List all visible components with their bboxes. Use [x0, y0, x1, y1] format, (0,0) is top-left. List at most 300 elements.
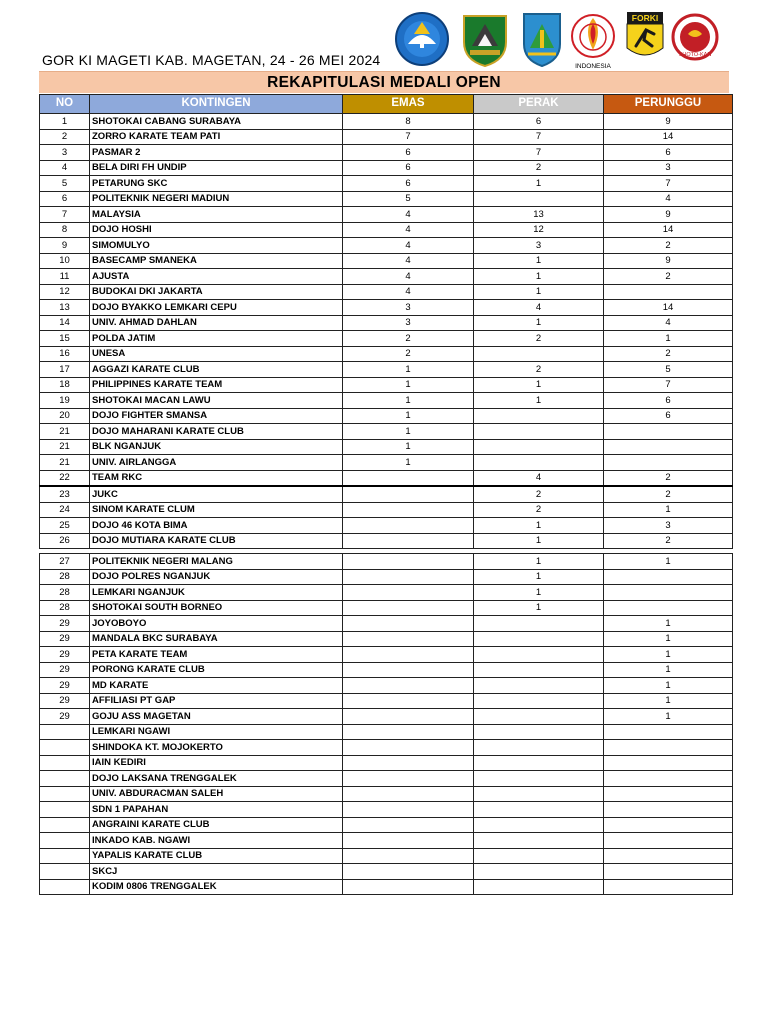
row-perak-cell	[474, 879, 604, 895]
row-no-cell: 29	[40, 631, 90, 647]
row-emas-cell	[343, 802, 474, 818]
row-kontingen-cell: PORONG KARATE CLUB	[90, 662, 343, 678]
table-row	[40, 585, 733, 601]
row-perak-cell	[474, 346, 604, 362]
row-kontingen-cell: SDN 1 PAPAHAN	[90, 802, 343, 818]
table-row	[40, 486, 733, 502]
row-emas-cell	[343, 678, 474, 694]
row-emas-cell: 1	[343, 424, 474, 440]
row-perunggu-cell: 14	[604, 300, 733, 316]
row-kontingen-cell: IAIN KEDIRI	[90, 755, 343, 771]
table-row	[40, 709, 733, 725]
row-no-cell: 21	[40, 424, 90, 440]
row-perunggu-cell	[604, 879, 733, 895]
row-perak-cell: 4	[474, 300, 604, 316]
row-perak-cell: 1	[474, 269, 604, 285]
row-perak-cell: 1	[474, 315, 604, 331]
row-no-cell	[40, 879, 90, 895]
row-perak-cell: 1	[474, 393, 604, 409]
venue-date-text: GOR KI MAGETI KAB. MAGETAN, 24 - 26 MEI 2024	[42, 52, 381, 68]
row-emas-cell	[343, 817, 474, 833]
table-row	[40, 191, 733, 207]
row-emas-cell	[343, 848, 474, 864]
row-kontingen-cell: DOJO LAKSANA TRENGGALEK	[90, 771, 343, 787]
row-no-cell: 22	[40, 470, 90, 486]
table-row	[40, 145, 733, 161]
table-row	[40, 455, 733, 471]
row-kontingen-cell: SKCJ	[90, 864, 343, 880]
row-no-cell: 29	[40, 709, 90, 725]
row-no-cell: 29	[40, 647, 90, 663]
row-no-cell: 8	[40, 222, 90, 238]
row-kontingen-cell: AGGAZI KARATE CLUB	[90, 362, 343, 378]
row-perunggu-cell: 1	[604, 502, 733, 518]
row-no-cell	[40, 771, 90, 787]
row-emas-cell	[343, 631, 474, 647]
forki-logo-text: FORKI	[631, 13, 659, 23]
row-perunggu-cell: 2	[604, 346, 733, 362]
row-perunggu-cell: 1	[604, 709, 733, 725]
row-perunggu-cell: 2	[604, 238, 733, 254]
row-kontingen-cell: UNIV. AHMAD DAHLAN	[90, 315, 343, 331]
row-perak-cell: 1	[474, 176, 604, 192]
row-no-cell: 21	[40, 439, 90, 455]
row-kontingen-cell: BELA DIRI FH UNDIP	[90, 160, 343, 176]
row-no-cell: 10	[40, 253, 90, 269]
table-row	[40, 616, 733, 632]
row-kontingen-cell: POLDA JATIM	[90, 331, 343, 347]
table-row	[40, 160, 733, 176]
row-kontingen-cell: PHILIPPINES KARATE TEAM	[90, 377, 343, 393]
row-kontingen-cell: PASMAR 2	[90, 145, 343, 161]
row-emas-cell	[343, 554, 474, 570]
row-no-cell: 14	[40, 315, 90, 331]
row-kontingen-cell: LEMKARI NGANJUK	[90, 585, 343, 601]
row-perak-cell	[474, 616, 604, 632]
row-emas-cell: 1	[343, 455, 474, 471]
row-kontingen-cell: SHOTOKAI SOUTH BORNEO	[90, 600, 343, 616]
row-no-cell: 7	[40, 207, 90, 223]
row-perak-cell	[474, 724, 604, 740]
row-emas-cell	[343, 600, 474, 616]
row-kontingen-cell: BUDOKAI DKI JAKARTA	[90, 284, 343, 300]
row-no-cell: 2	[40, 129, 90, 145]
row-kontingen-cell: MD KARATE	[90, 678, 343, 694]
forki-logo	[626, 10, 664, 62]
row-emas-cell: 6	[343, 176, 474, 192]
row-emas-cell: 4	[343, 269, 474, 285]
table-row	[40, 554, 733, 570]
row-emas-cell	[343, 833, 474, 849]
column-header-emas: EMAS	[343, 95, 474, 114]
row-perunggu-cell	[604, 740, 733, 756]
row-emas-cell	[343, 518, 474, 534]
table-row	[40, 802, 733, 818]
row-emas-cell: 5	[343, 191, 474, 207]
table-row	[40, 362, 733, 378]
table-header-row	[40, 95, 733, 114]
row-no-cell: 29	[40, 616, 90, 632]
row-perunggu-cell: 3	[604, 160, 733, 176]
row-emas-cell	[343, 585, 474, 601]
row-kontingen-cell: POLITEKNIK NEGERI MALANG	[90, 554, 343, 570]
row-perak-cell	[474, 709, 604, 725]
row-perak-cell: 2	[474, 362, 604, 378]
row-kontingen-cell: SINOM KARATE CLUM	[90, 502, 343, 518]
row-perunggu-cell	[604, 755, 733, 771]
row-perunggu-cell: 14	[604, 222, 733, 238]
row-no-cell: 28	[40, 600, 90, 616]
row-perak-cell: 13	[474, 207, 604, 223]
row-perak-cell: 1	[474, 253, 604, 269]
row-perak-cell	[474, 631, 604, 647]
row-emas-cell	[343, 724, 474, 740]
row-emas-cell: 4	[343, 253, 474, 269]
table-row	[40, 848, 733, 864]
table-row	[40, 331, 733, 347]
row-kontingen-cell: JUKC	[90, 486, 343, 502]
row-perunggu-cell: 2	[604, 486, 733, 502]
table-row	[40, 393, 733, 409]
table-row	[40, 755, 733, 771]
row-kontingen-cell: PETARUNG SKC	[90, 176, 343, 192]
row-emas-cell: 3	[343, 315, 474, 331]
table-row	[40, 502, 733, 518]
row-kontingen-cell: BASECAMP SMANEKA	[90, 253, 343, 269]
koni-indonesia-logo	[568, 10, 618, 72]
tut-wuri-handayani-logo	[394, 10, 450, 68]
title-bar	[39, 71, 729, 93]
table-row	[40, 693, 733, 709]
row-kontingen-cell: LEMKARI NGAWI	[90, 724, 343, 740]
row-no-cell: 20	[40, 408, 90, 424]
medal-table-main	[39, 94, 733, 549]
row-perak-cell	[474, 786, 604, 802]
row-emas-cell	[343, 755, 474, 771]
row-emas-cell	[343, 879, 474, 895]
row-kontingen-cell: UNIV. AIRLANGGA	[90, 455, 343, 471]
row-kontingen-cell: INKADO KAB. NGAWI	[90, 833, 343, 849]
row-no-cell: 15	[40, 331, 90, 347]
column-header-perunggu: PERUNGGU	[604, 95, 733, 114]
row-no-cell: 19	[40, 393, 90, 409]
medal-table-continued	[39, 553, 733, 895]
row-perunggu-cell: 2	[604, 269, 733, 285]
row-perak-cell	[474, 408, 604, 424]
table-row	[40, 253, 733, 269]
row-perak-cell	[474, 678, 604, 694]
shoto-kan-logo-text: SHOTO-KAN	[678, 52, 712, 58]
table-row	[40, 470, 733, 486]
table-row	[40, 864, 733, 880]
table-row	[40, 600, 733, 616]
table-row	[40, 439, 733, 455]
row-perunggu-cell: 1	[604, 662, 733, 678]
table-row	[40, 833, 733, 849]
table-row	[40, 771, 733, 787]
row-perunggu-cell: 1	[604, 647, 733, 663]
east-java-province-crest	[518, 10, 566, 68]
row-perak-cell: 1	[474, 554, 604, 570]
row-emas-cell	[343, 486, 474, 502]
row-emas-cell	[343, 709, 474, 725]
table-row	[40, 533, 733, 549]
row-emas-cell: 4	[343, 222, 474, 238]
row-perunggu-cell: 1	[604, 331, 733, 347]
row-perunggu-cell	[604, 724, 733, 740]
row-kontingen-cell: DOJO 46 KOTA BIMA	[90, 518, 343, 534]
row-no-cell: 26	[40, 533, 90, 549]
row-perunggu-cell: 6	[604, 393, 733, 409]
row-perunggu-cell: 1	[604, 554, 733, 570]
table-row	[40, 207, 733, 223]
table-row	[40, 269, 733, 285]
row-perak-cell: 12	[474, 222, 604, 238]
row-emas-cell	[343, 470, 474, 486]
row-perak-cell	[474, 439, 604, 455]
row-perunggu-cell	[604, 439, 733, 455]
row-emas-cell	[343, 771, 474, 787]
row-kontingen-cell: TEAM RKC	[90, 470, 343, 486]
row-perunggu-cell	[604, 569, 733, 585]
row-emas-cell	[343, 533, 474, 549]
table-row	[40, 129, 733, 145]
row-no-cell: 4	[40, 160, 90, 176]
row-perunggu-cell: 7	[604, 377, 733, 393]
row-no-cell	[40, 864, 90, 880]
table-row	[40, 569, 733, 585]
row-perak-cell	[474, 693, 604, 709]
page-title: REKAPITULASI MEDALI OPEN	[267, 74, 501, 91]
row-perunggu-cell	[604, 833, 733, 849]
row-perunggu-cell	[604, 817, 733, 833]
row-perunggu-cell: 1	[604, 616, 733, 632]
row-perak-cell: 1	[474, 585, 604, 601]
row-perak-cell	[474, 771, 604, 787]
row-no-cell	[40, 786, 90, 802]
table-row	[40, 518, 733, 534]
row-perak-cell: 1	[474, 600, 604, 616]
row-no-cell	[40, 802, 90, 818]
row-no-cell	[40, 817, 90, 833]
table-row	[40, 424, 733, 440]
row-no-cell: 5	[40, 176, 90, 192]
row-emas-cell	[343, 864, 474, 880]
row-perak-cell	[474, 191, 604, 207]
row-perak-cell: 1	[474, 518, 604, 534]
row-perunggu-cell: 7	[604, 176, 733, 192]
row-perunggu-cell	[604, 802, 733, 818]
row-emas-cell: 2	[343, 331, 474, 347]
row-kontingen-cell: DOJO POLRES NGANJUK	[90, 569, 343, 585]
row-kontingen-cell: DOJO MUTIARA KARATE CLUB	[90, 533, 343, 549]
table-row	[40, 631, 733, 647]
column-header-perak: PERAK	[474, 95, 604, 114]
row-perak-cell	[474, 755, 604, 771]
row-perunggu-cell	[604, 284, 733, 300]
row-emas-cell: 7	[343, 129, 474, 145]
koni-logo-text: INDONESIA	[575, 63, 611, 70]
table-row	[40, 114, 733, 130]
row-kontingen-cell: BLK NGANJUK	[90, 439, 343, 455]
table-row	[40, 377, 733, 393]
table-row	[40, 740, 733, 756]
row-emas-cell	[343, 616, 474, 632]
row-kontingen-cell: MANDALA BKC SURABAYA	[90, 631, 343, 647]
row-emas-cell: 1	[343, 439, 474, 455]
row-perunggu-cell: 9	[604, 207, 733, 223]
row-perunggu-cell: 2	[604, 470, 733, 486]
magetan-regency-crest	[460, 10, 510, 68]
row-kontingen-cell: SHOTOKAI CABANG SURABAYA	[90, 114, 343, 130]
row-no-cell	[40, 724, 90, 740]
row-no-cell: 28	[40, 569, 90, 585]
table-row	[40, 724, 733, 740]
row-no-cell	[40, 755, 90, 771]
row-no-cell: 18	[40, 377, 90, 393]
row-perunggu-cell	[604, 771, 733, 787]
row-no-cell	[40, 848, 90, 864]
row-kontingen-cell: KODIM 0806 TRENGGALEK	[90, 879, 343, 895]
row-perak-cell: 4	[474, 470, 604, 486]
table-row	[40, 238, 733, 254]
row-perak-cell: 7	[474, 129, 604, 145]
row-perunggu-cell	[604, 585, 733, 601]
row-no-cell: 29	[40, 662, 90, 678]
row-perunggu-cell: 1	[604, 631, 733, 647]
row-perak-cell: 3	[474, 238, 604, 254]
row-no-cell	[40, 833, 90, 849]
row-perak-cell: 1	[474, 533, 604, 549]
table-row	[40, 408, 733, 424]
row-kontingen-cell: DOJO BYAKKO LEMKARI CEPU	[90, 300, 343, 316]
row-perak-cell	[474, 455, 604, 471]
row-kontingen-cell: GOJU ASS MAGETAN	[90, 709, 343, 725]
row-emas-cell: 8	[343, 114, 474, 130]
table-row	[40, 786, 733, 802]
row-no-cell: 21	[40, 455, 90, 471]
table-row	[40, 817, 733, 833]
row-no-cell: 6	[40, 191, 90, 207]
row-perunggu-cell: 9	[604, 253, 733, 269]
row-perunggu-cell	[604, 864, 733, 880]
row-perak-cell	[474, 864, 604, 880]
row-kontingen-cell: UNIV. ABDURACMAN SALEH	[90, 786, 343, 802]
table-row	[40, 300, 733, 316]
row-perunggu-cell	[604, 600, 733, 616]
row-perak-cell	[474, 647, 604, 663]
row-perunggu-cell	[604, 455, 733, 471]
shoto-kan-logo	[670, 10, 720, 68]
row-perunggu-cell	[604, 786, 733, 802]
row-perunggu-cell: 1	[604, 678, 733, 694]
row-emas-cell	[343, 740, 474, 756]
row-perak-cell	[474, 424, 604, 440]
row-no-cell: 23	[40, 486, 90, 502]
row-perak-cell: 6	[474, 114, 604, 130]
row-emas-cell: 4	[343, 284, 474, 300]
row-perunggu-cell: 2	[604, 533, 733, 549]
row-kontingen-cell: POLITEKNIK NEGERI MADIUN	[90, 191, 343, 207]
row-perak-cell: 7	[474, 145, 604, 161]
table-row	[40, 678, 733, 694]
table-row	[40, 647, 733, 663]
column-header-kontingen: KONTINGEN	[90, 95, 343, 114]
row-perak-cell: 1	[474, 569, 604, 585]
row-perunggu-cell: 6	[604, 145, 733, 161]
row-kontingen-cell: AFFILIASI PT GAP	[90, 693, 343, 709]
row-emas-cell: 6	[343, 145, 474, 161]
row-no-cell: 1	[40, 114, 90, 130]
row-kontingen-cell: AJUSTA	[90, 269, 343, 285]
row-emas-cell: 3	[343, 300, 474, 316]
row-perunggu-cell	[604, 848, 733, 864]
row-perunggu-cell: 1	[604, 693, 733, 709]
row-kontingen-cell: DOJO HOSHI	[90, 222, 343, 238]
row-perak-cell: 2	[474, 160, 604, 176]
row-perunggu-cell: 3	[604, 518, 733, 534]
row-emas-cell: 4	[343, 238, 474, 254]
row-perak-cell	[474, 662, 604, 678]
column-header-no: NO	[40, 95, 90, 114]
row-perak-cell: 2	[474, 331, 604, 347]
row-kontingen-cell: DOJO FIGHTER SMANSA	[90, 408, 343, 424]
row-perunggu-cell: 4	[604, 315, 733, 331]
row-emas-cell: 1	[343, 362, 474, 378]
row-emas-cell: 1	[343, 408, 474, 424]
row-perak-cell: 1	[474, 377, 604, 393]
row-no-cell: 25	[40, 518, 90, 534]
table-row	[40, 222, 733, 238]
row-perak-cell	[474, 802, 604, 818]
row-emas-cell: 2	[343, 346, 474, 362]
row-emas-cell	[343, 786, 474, 802]
row-perak-cell	[474, 848, 604, 864]
row-no-cell: 24	[40, 502, 90, 518]
row-emas-cell: 4	[343, 207, 474, 223]
row-no-cell: 29	[40, 693, 90, 709]
row-kontingen-cell: DOJO MAHARANI KARATE CLUB	[90, 424, 343, 440]
row-no-cell: 17	[40, 362, 90, 378]
row-perak-cell	[474, 833, 604, 849]
row-no-cell: 9	[40, 238, 90, 254]
row-perunggu-cell: 4	[604, 191, 733, 207]
row-perak-cell: 2	[474, 486, 604, 502]
row-emas-cell	[343, 569, 474, 585]
row-perak-cell: 2	[474, 502, 604, 518]
row-emas-cell	[343, 662, 474, 678]
logo-strip	[394, 10, 730, 70]
row-kontingen-cell: SHOTOKAI MACAN LAWU	[90, 393, 343, 409]
row-emas-cell: 6	[343, 160, 474, 176]
table-row	[40, 284, 733, 300]
row-perak-cell	[474, 740, 604, 756]
row-perak-cell	[474, 817, 604, 833]
row-kontingen-cell: MALAYSIA	[90, 207, 343, 223]
row-perunggu-cell: 5	[604, 362, 733, 378]
row-no-cell: 12	[40, 284, 90, 300]
row-perunggu-cell: 14	[604, 129, 733, 145]
table-row	[40, 315, 733, 331]
row-no-cell: 27	[40, 554, 90, 570]
row-kontingen-cell: SIMOMULYO	[90, 238, 343, 254]
row-emas-cell: 1	[343, 377, 474, 393]
row-kontingen-cell: ANGRAINI KARATE CLUB	[90, 817, 343, 833]
row-no-cell: 3	[40, 145, 90, 161]
row-perunggu-cell: 6	[604, 408, 733, 424]
row-perak-cell: 1	[474, 284, 604, 300]
table-row	[40, 662, 733, 678]
